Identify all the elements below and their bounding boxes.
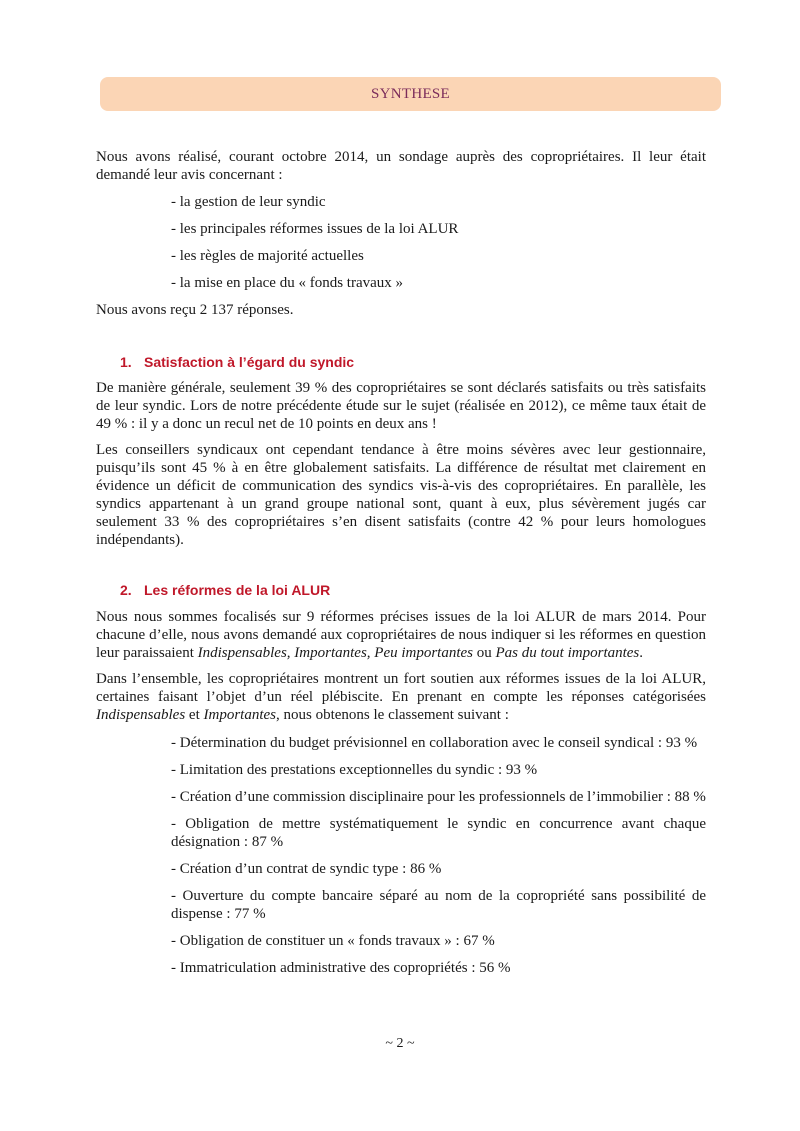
ranking-item: - Limitation des prestations exceptionnelles du syndic : 93 % <box>171 762 538 778</box>
responses-count: Nous avons reçu 2 137 réponses. <box>96 302 294 318</box>
ranking-item: - Immatriculation administrative des copropriétés : 56 % <box>171 960 511 976</box>
page-number: ~ 2 ~ <box>385 1036 415 1051</box>
section-1-paragraph-1: De manière générale, seulement 39 % des copropriétaires se sont déclarés satisfaits ou très satisfaits de leur syndic. Lors de notre précédente étude sur le sujet (réalisée en 2012), ce même taux était de 49 % : il y a donc un recul net de 10 points en deux ans ! <box>96 380 706 432</box>
document-body <box>96 148 706 977</box>
italic-category: Importantes <box>203 707 276 723</box>
ranking-item: - Ouverture du compte bancaire séparé au nom de la copropriété sans possibilité de dispense : 77 % <box>171 888 706 922</box>
intro-paragraph: Nous avons réalisé, courant octobre 2014, un sondage auprès des copropriétaires. Il leur était demandé leur avis concernant : <box>96 149 706 183</box>
section-1-paragraph-2: Les conseillers syndicaux ont cependant tendance à être moins sévères avec leur gestionnaire, puisqu’ils sont 45 % à en être globalement satisfaits. La différence de résultat met clairement en évidence un déficit de communication des syndics vis-à-vis des copropriétaires. En parallèle, les syndics appartenant à un grand groupe national sont, quant à eux, plus sévèrement jugés car seulement 33 % des copropriétaires s’en disent satisfaits (contre 42 % pour leurs homologues indépendants). <box>96 442 706 548</box>
ranking-item: - Création d’une commission disciplinaire pour les professionnels de l’immobilier : 88 % <box>171 789 706 805</box>
section-1-number: 1. <box>120 354 132 370</box>
ranking-item: - Détermination du budget prévisionnel en collaboration avec le conseil syndical : 93 % <box>171 735 698 751</box>
section-2-number: 2. <box>120 582 132 598</box>
intro-item: - la gestion de leur syndic <box>171 194 326 210</box>
italic-answer-option: Pas du tout importantes <box>495 645 640 661</box>
section-2-title: Les réformes de la loi ALUR <box>144 582 331 598</box>
banner-title: SYNTHESE <box>370 85 451 102</box>
section-2-paragraph-2: Dans l’ensemble, les copropriétaires montrent un fort soutien aux réformes issues de la loi ALUR, certaines faisant l’objet d’un réel plébiscite. En prenant en compte les réponses catégorisées Indispensables et Importantes, nous obtenons le classement suivant : <box>96 671 706 723</box>
synthese-banner <box>100 77 721 111</box>
italic-answer-options: Indispensables, Importantes, Peu importantes <box>197 645 474 661</box>
ranking-item: - Obligation de mettre systématiquement le syndic en concurrence avant chaque désignation : 87 % <box>171 816 706 850</box>
section-1-title: Satisfaction à l’égard du syndic <box>144 354 355 370</box>
intro-item: - les règles de majorité actuelles <box>171 248 364 264</box>
section-2-paragraph-1: Nous nous sommes focalisés sur 9 réformes précises issues de la loi ALUR de mars 2014. Pour chacune d’elle, nous avons demandé aux copropriétaires de nous indiquer si les réformes en question leur paraissaient Indispensables, Importantes, Peu importantes ou Pas du tout importantes. <box>96 609 706 661</box>
ranking-item: - Création d’un contrat de syndic type : 86 % <box>171 861 442 877</box>
intro-item: - la mise en place du « fonds travaux » <box>171 275 404 291</box>
ranking-item: - Obligation de constituer un « fonds travaux » : 67 % <box>171 933 495 949</box>
section-1-heading <box>120 353 706 371</box>
section-2-heading <box>120 581 706 599</box>
italic-category: Indispensables <box>96 707 186 723</box>
intro-item: - les principales réformes issues de la loi ALUR <box>171 221 459 237</box>
